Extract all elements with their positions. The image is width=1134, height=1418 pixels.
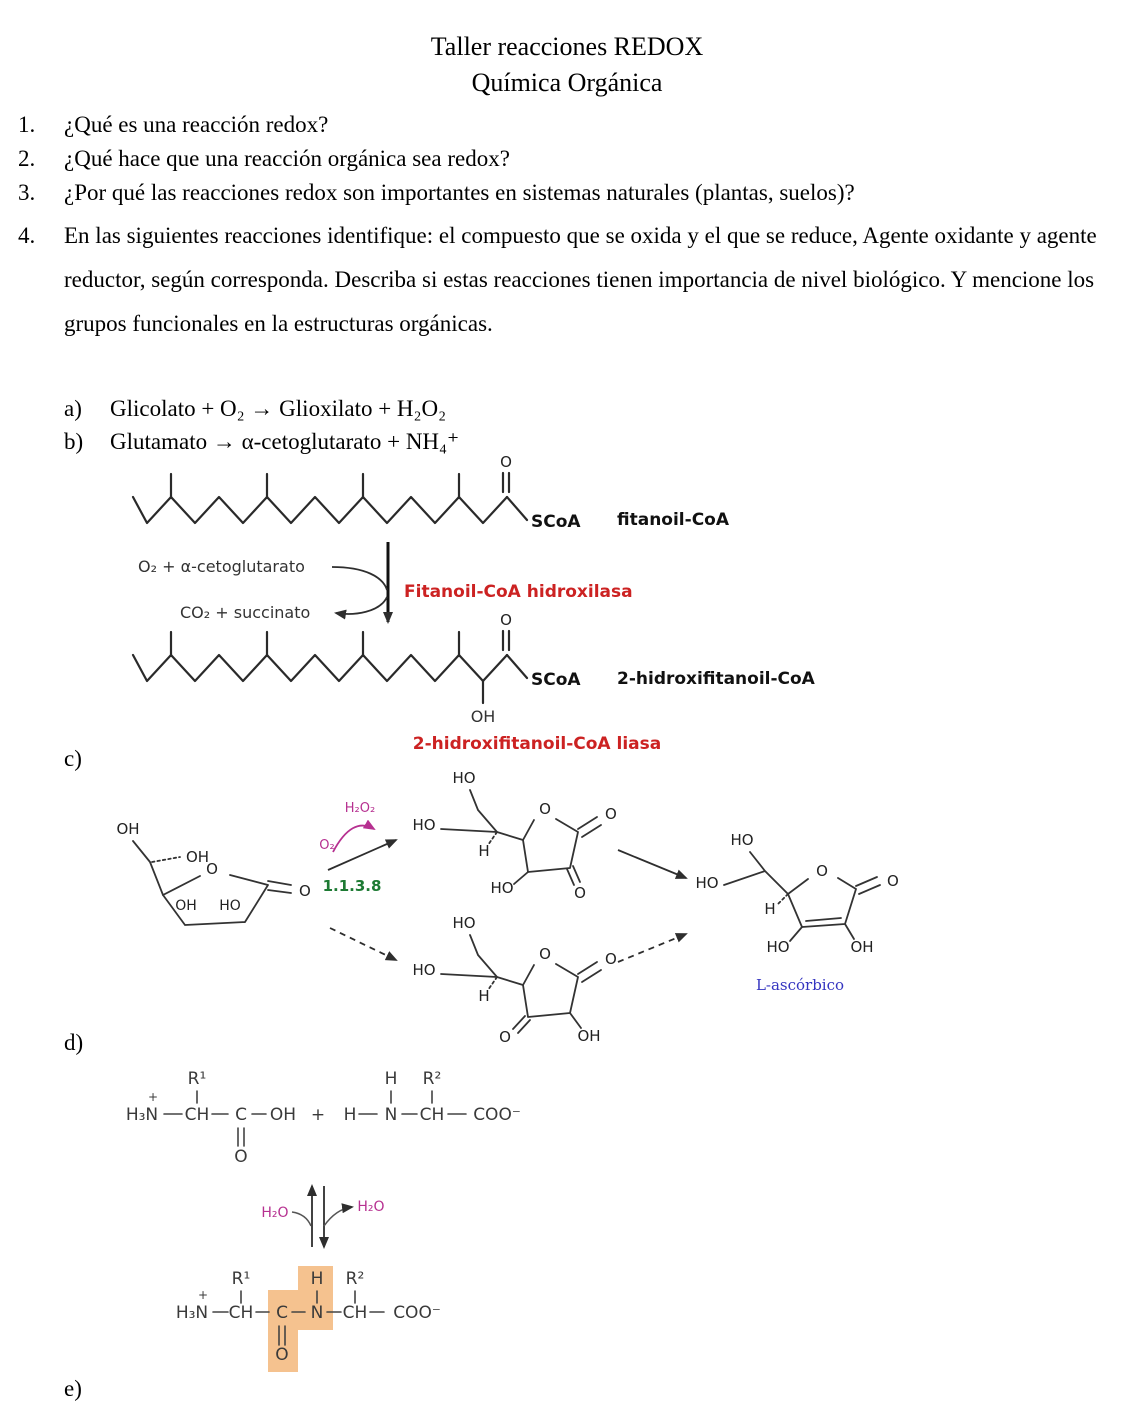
amide-o-label: O (275, 1345, 289, 1365)
water-out-label: H₂O (357, 1199, 385, 1215)
hydroxyl-label: HO (412, 961, 436, 979)
ring-oxygen-label: O (539, 945, 551, 963)
question-3-number: 3. (18, 180, 36, 205)
hydroxyl-label: HO (219, 898, 241, 914)
scoa-label-bottom: SCoA (531, 670, 581, 690)
carboxylate-label: COO⁻ (393, 1303, 441, 1323)
plus-charge-label: + (197, 1288, 209, 1302)
fitanoil-scheme (133, 453, 816, 754)
question-1-text: ¿Qué es una reacción redox? (64, 112, 329, 137)
reaction-b-label: b) (64, 429, 84, 454)
equilibrium-arrows (261, 1186, 384, 1247)
water-in-label: H₂O (261, 1205, 289, 1221)
amine-h-label: H (343, 1105, 357, 1125)
carbonyl-o-label: O (500, 453, 512, 471)
question-4-number: 4. (18, 223, 36, 248)
question-1-number: 1. (18, 112, 36, 137)
question-2-number: 2. (18, 146, 36, 171)
alpha-carbon-label: CH (184, 1105, 210, 1125)
hydroxyl-label: HO (452, 769, 476, 787)
plus-charge-label: + (147, 1090, 159, 1104)
hydroxyl-label: OH (470, 707, 496, 726)
section-d-label: d) (64, 1030, 84, 1055)
leaving-hydroxyl-label: OH (269, 1105, 297, 1125)
ketone-o-label: O (574, 884, 586, 902)
amine-h-top-label: H (384, 1069, 398, 1089)
hydroxyfitanoil-bottom-structure (133, 611, 816, 726)
gulonolactone-structure (116, 820, 310, 925)
hydroxyl-label: HO (452, 914, 476, 932)
reaction-a-label: a) (64, 396, 82, 421)
peptide-reactants-line (126, 1069, 521, 1167)
question-2-text: ¿Qué hace que una reacción orgánica sea redox? (64, 146, 510, 171)
hydroxyl-label: OH (116, 820, 140, 838)
hydroxyl-label: OH (577, 1027, 601, 1045)
ascorbic-acid-name: L-ascórbico (755, 976, 845, 994)
ec-number-label: 1.1.3.8 (322, 877, 382, 895)
r2-label: R² (422, 1069, 442, 1089)
ascorbate-scheme (116, 769, 898, 1046)
lyase-enzyme-label: 2-hidroxifitanoil-CoA liasa (412, 734, 662, 754)
carbonyl-carbon-label: C (235, 1105, 247, 1125)
question-4-text: En las siguientes reacciones identifique: el compuesto que se oxida y el que se reduce, Agente oxidante y agente reductor, según corresponda. Describa si estas reacciones tienen importancia de nivel biológico. Y mencione los grupos funcionales en la estructuras orgánicas. (64, 223, 1097, 336)
intermediate-bottom-structure (412, 914, 616, 1046)
plus-sign: + (310, 1105, 326, 1125)
hydroxyl-label: OH (186, 848, 210, 866)
amide-h-label: H (310, 1269, 324, 1289)
fitanoil-reaction-arrow (138, 542, 633, 622)
oxygen-label: O₂ (319, 838, 335, 853)
peptide-product-line (176, 1266, 441, 1372)
scoa-label-top: SCoA (531, 512, 581, 532)
carbonyl-o-label: O (605, 950, 617, 968)
ketone-o-label: O (499, 1028, 511, 1046)
alpha-carbon-label: CH (342, 1303, 368, 1323)
hydroxyfitanoil-coa-name: 2-hidroxifitanoil-CoA (617, 669, 815, 689)
hydroxyl-label: HO (412, 816, 436, 834)
r1-label: R¹ (187, 1069, 207, 1089)
carbonyl-o-label: O (234, 1147, 248, 1167)
ring-oxygen-label: O (206, 860, 218, 878)
carbonyl-o-label: O (299, 882, 311, 900)
ammonium-group-label: H₃N (175, 1303, 209, 1323)
section-c-label: c) (64, 746, 82, 771)
page-title: Taller reacciones REDOX (430, 32, 704, 61)
amide-nitrogen-label: N (310, 1303, 324, 1323)
ascorbic-acid-structure (695, 831, 898, 994)
ring-oxygen-label: O (816, 862, 828, 880)
intermediate-top-structure (412, 769, 616, 902)
alpha-carbon-label: CH (228, 1303, 254, 1323)
reaction-b-text: Glutamato → α-cetoglutarato + NH₄⁺ (110, 429, 460, 454)
carboxylate-label: COO⁻ (473, 1105, 521, 1125)
reaction-a-text: Glicolato + O₂ → Glioxilato + H₂O₂ (110, 396, 447, 421)
peptide-scheme (126, 1069, 521, 1372)
carbonyl-o-label: O (500, 611, 512, 629)
section-e-label: e) (64, 1376, 82, 1401)
cosubstrates-in-label: O₂ + α-cetoglutarato (138, 557, 305, 576)
fitanoil-top-structure (133, 453, 730, 532)
ring-oxygen-label: O (539, 800, 551, 818)
hydroxyl-label: HO (490, 879, 514, 897)
page-subtitle: Química Orgánica (471, 68, 663, 97)
hydroxyl-label: HO (730, 831, 754, 849)
hydroxyl-label: HO (695, 874, 719, 892)
stereo-h-label: H (764, 900, 776, 918)
carbonyl-o-label: O (887, 872, 899, 890)
question-3-text: ¿Por qué las reacciones redox son importantes en sistemas naturales (plantas, suelos)? (64, 180, 855, 205)
alpha-carbon-label: CH (419, 1105, 445, 1125)
r1-label: R¹ (231, 1269, 251, 1289)
r2-label: R² (345, 1269, 365, 1289)
carbonyl-o-label: O (605, 805, 617, 823)
hydroxyl-label: OH (850, 938, 874, 956)
fitanoil-coa-name: fitanoil-CoA (617, 510, 730, 530)
hydroxyl-label: OH (175, 898, 197, 914)
peroxide-label: H₂O₂ (344, 801, 376, 816)
ammonium-group-label: H₃N (125, 1105, 159, 1125)
stereo-h-label: H (478, 987, 490, 1005)
amide-carbon-label: C (276, 1303, 288, 1323)
stereo-h-label: H (478, 842, 490, 860)
nitrogen-label: N (384, 1105, 398, 1125)
coproducts-out-label: CO₂ + succinato (180, 603, 311, 622)
hydroxyl-label: HO (766, 938, 790, 956)
hydroxylase-enzyme-label: Fitanoil-CoA hidroxilasa (404, 582, 633, 602)
